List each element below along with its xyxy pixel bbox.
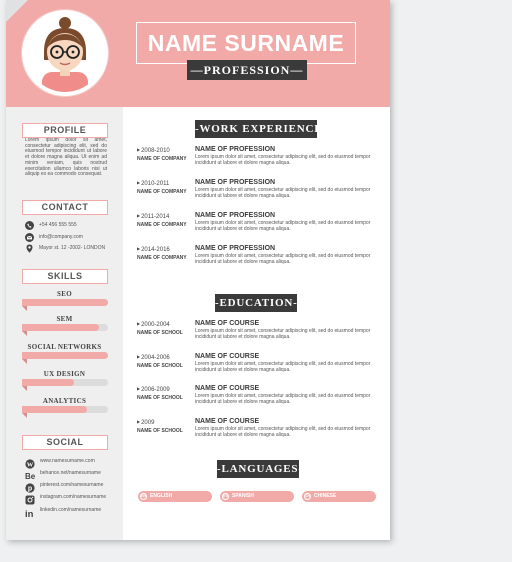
- entry-description: Lorem ipsum dolor sit amet, consectetur adipiscing elit, sed do eiusmod tempor incididunt ut labore et dolore magna aliqua.: [195, 361, 371, 373]
- name-box: [136, 22, 356, 64]
- entry-title: NAME OF PROFESSION: [195, 245, 276, 252]
- entry-title: NAME OF PROFESSION: [195, 146, 276, 153]
- resume-sheet: [6, 0, 390, 540]
- svg-text:p: p: [27, 485, 33, 493]
- entry-description: Lorem ipsum dolor sit amet, consectetur adipiscing elit, sed do eiusmod tempor incididunt ut labore et dolore magna aliqua.: [195, 220, 371, 232]
- contact-address: [25, 243, 105, 253]
- skill-name: SEM: [56, 315, 73, 323]
- social-section-title: SOCIAL: [22, 435, 108, 450]
- svg-text:Be: Be: [25, 472, 36, 481]
- instagram-icon: [25, 492, 36, 502]
- language-pill: [220, 491, 294, 502]
- skill-bar-track: [22, 324, 108, 331]
- language-name: ENGLISH: [150, 493, 173, 499]
- skill-bar-fill: [22, 352, 108, 359]
- entry-school: NAME OF SCHOOL: [137, 363, 183, 369]
- profession-label: —PROFESSION—: [187, 60, 307, 80]
- entry-title: NAME OF COURSE: [195, 320, 260, 327]
- entry-title: NAME OF COURSE: [195, 385, 260, 392]
- svg-text:W: W: [26, 461, 34, 469]
- skill-bar-track: [22, 406, 108, 413]
- entry-description: Lorem ipsum dolor sit amet, consectetur adipiscing elit, sed do eiusmod tempor incididunt ut labore et dolore magna aliqua.: [195, 154, 371, 166]
- contact-address-text: Mayor st. 12 -2002- LONDON: [39, 245, 106, 251]
- social-instagram-text: instagram.com/namesurname: [40, 494, 107, 500]
- entry-company: NAME OF COMPANY: [137, 255, 187, 261]
- language-name: CHINESE: [314, 493, 337, 499]
- social-website-text: www.namesurname.com: [40, 458, 95, 464]
- entry-company: NAME OF COMPANY: [137, 156, 187, 162]
- entry-company: NAME OF COMPANY: [137, 222, 187, 228]
- skill-bar-notch: [22, 306, 27, 311]
- language-code: ES: [223, 494, 228, 498]
- entry-date: ▶ 2008-2010: [137, 147, 170, 154]
- behance-icon: [25, 468, 36, 481]
- profile-text: Lorem ipsum dolor sit amet, consectetur adipiscing elit, sed do eiusmod tempor incididunt ut labore et dolore magna aliqua. Ut enim ad minim veniam, quis nostrud exercitation ullamco laboris nisi ut aliquip ex ea commodo consequat.: [25, 138, 107, 178]
- contact-section-title: CONTACT: [22, 200, 108, 215]
- education-title: -EDUCATION-: [215, 294, 297, 312]
- skill-bar-notch: [22, 331, 27, 336]
- skills-section-title: SKILLS: [22, 269, 108, 284]
- social-pinterest[interactable]: [25, 480, 104, 493]
- education-entry: [137, 386, 377, 416]
- language-name: SPANISH: [232, 493, 254, 499]
- entry-date: ▶ 2011-2014: [137, 213, 169, 220]
- skill-bar-notch: [22, 359, 27, 364]
- skill-bar-fill: [22, 299, 108, 306]
- skill-name: UX DESIGN: [43, 370, 86, 378]
- skill-bar-track: [22, 379, 108, 386]
- linkedin-icon: [25, 505, 36, 518]
- education-entry: [137, 321, 377, 351]
- contact-phone: [25, 220, 77, 230]
- email-icon: [25, 233, 34, 242]
- social-behance[interactable]: [25, 468, 101, 481]
- entry-company: NAME OF COMPANY: [137, 189, 187, 195]
- resume-header: [6, 0, 390, 107]
- skill-bar-notch: [22, 386, 27, 391]
- social-pinterest-text: pinterest.com/namesurname: [40, 482, 104, 488]
- entry-description: Lorem ipsum dolor sit amet, consectetur adipiscing elit, sed do eiusmod tempor incididunt ut labore et dolore magna aliqua.: [195, 253, 371, 265]
- entry-title: NAME OF COURSE: [195, 353, 260, 360]
- skill-bar-track: [22, 299, 108, 306]
- entry-date: ▶ 2010-2011: [137, 180, 169, 187]
- social-behance-text: behance.net/namesurname: [40, 470, 101, 476]
- skill-name: ANALYTICS: [42, 397, 87, 405]
- work-entry: [137, 246, 377, 276]
- skill-bar-fill: [22, 379, 74, 386]
- entry-title: NAME OF COURSE: [195, 418, 260, 425]
- entry-description: Lorem ipsum dolor sit amet, consectetur adipiscing elit, sed do eiusmod tempor incididunt ut labore et dolore magna aliqua.: [195, 393, 371, 405]
- education-entry: [137, 354, 377, 384]
- language-pill: [138, 491, 212, 502]
- language-pill: [302, 491, 376, 502]
- entry-date: ▶ 2006-2009: [137, 386, 170, 393]
- skill-name: SEO: [57, 290, 72, 298]
- language-code: EN: [141, 494, 146, 498]
- contact-email-text: info@company.com: [39, 234, 83, 240]
- entry-title: NAME OF PROFESSION: [195, 212, 276, 219]
- social-linkedin[interactable]: [25, 505, 102, 518]
- skill-bar-fill: [22, 406, 87, 413]
- languages-title: -LANGUAGES-: [217, 460, 299, 478]
- svg-text:in: in: [25, 509, 34, 518]
- skill-bar-notch: [22, 413, 27, 418]
- work-entry: [137, 180, 377, 210]
- entry-description: Lorem ipsum dolor sit amet, consectetur adipiscing elit, sed do eiusmod tempor incididunt ut labore et dolore magna aliqua.: [195, 187, 371, 199]
- entry-school: NAME OF SCHOOL: [137, 428, 183, 434]
- profile-section-title: PROFILE: [22, 123, 108, 138]
- entry-school: NAME OF SCHOOL: [137, 330, 183, 336]
- education-entry: [137, 419, 377, 449]
- candidate-name: NAME SURNAME: [147, 30, 345, 56]
- entry-school: NAME OF SCHOOL: [137, 395, 183, 401]
- entry-date: ▶ 2009: [137, 419, 154, 426]
- contact-email: [25, 232, 83, 242]
- wordpress-icon: [25, 456, 36, 469]
- pinterest-icon: [25, 480, 36, 493]
- skill-name: SOCIAL NETWORKS: [27, 343, 102, 351]
- entry-description: Lorem ipsum dolor sit amet, consectetur adipiscing elit, sed do eiusmod tempor incididunt ut labore et dolore magna aliqua.: [195, 426, 371, 438]
- social-linkedin-text: linkedin.com/namesurname: [40, 507, 102, 513]
- entry-description: Lorem ipsum dolor sit amet, consectetur adipiscing elit, sed do eiusmod tempor incididunt ut labore et dolore magna aliqua.: [195, 328, 371, 340]
- skill-bar-track: [22, 352, 108, 359]
- social-instagram[interactable]: [25, 492, 106, 502]
- contact-phone-text: +54 456 555 555: [39, 222, 77, 228]
- language-code: CH: [305, 494, 311, 498]
- social-website[interactable]: [25, 456, 95, 469]
- entry-date: ▶ 2004-2006: [137, 354, 170, 361]
- page-fold-corner: [6, 0, 28, 22]
- work-experience-title: -WORK EXPERIENCE-: [195, 120, 317, 138]
- avatar: [22, 10, 108, 96]
- avatar-illustration-icon: [22, 10, 108, 96]
- skill-bar-fill: [22, 324, 99, 331]
- phone-icon: [25, 221, 34, 230]
- work-entry: [137, 213, 377, 243]
- entry-date: ▶ 2000-2004: [137, 321, 170, 328]
- work-entry: [137, 147, 377, 177]
- location-pin-icon: [25, 244, 34, 253]
- entry-title: NAME OF PROFESSION: [195, 179, 276, 186]
- entry-date: ▶ 2014-2016: [137, 246, 170, 253]
